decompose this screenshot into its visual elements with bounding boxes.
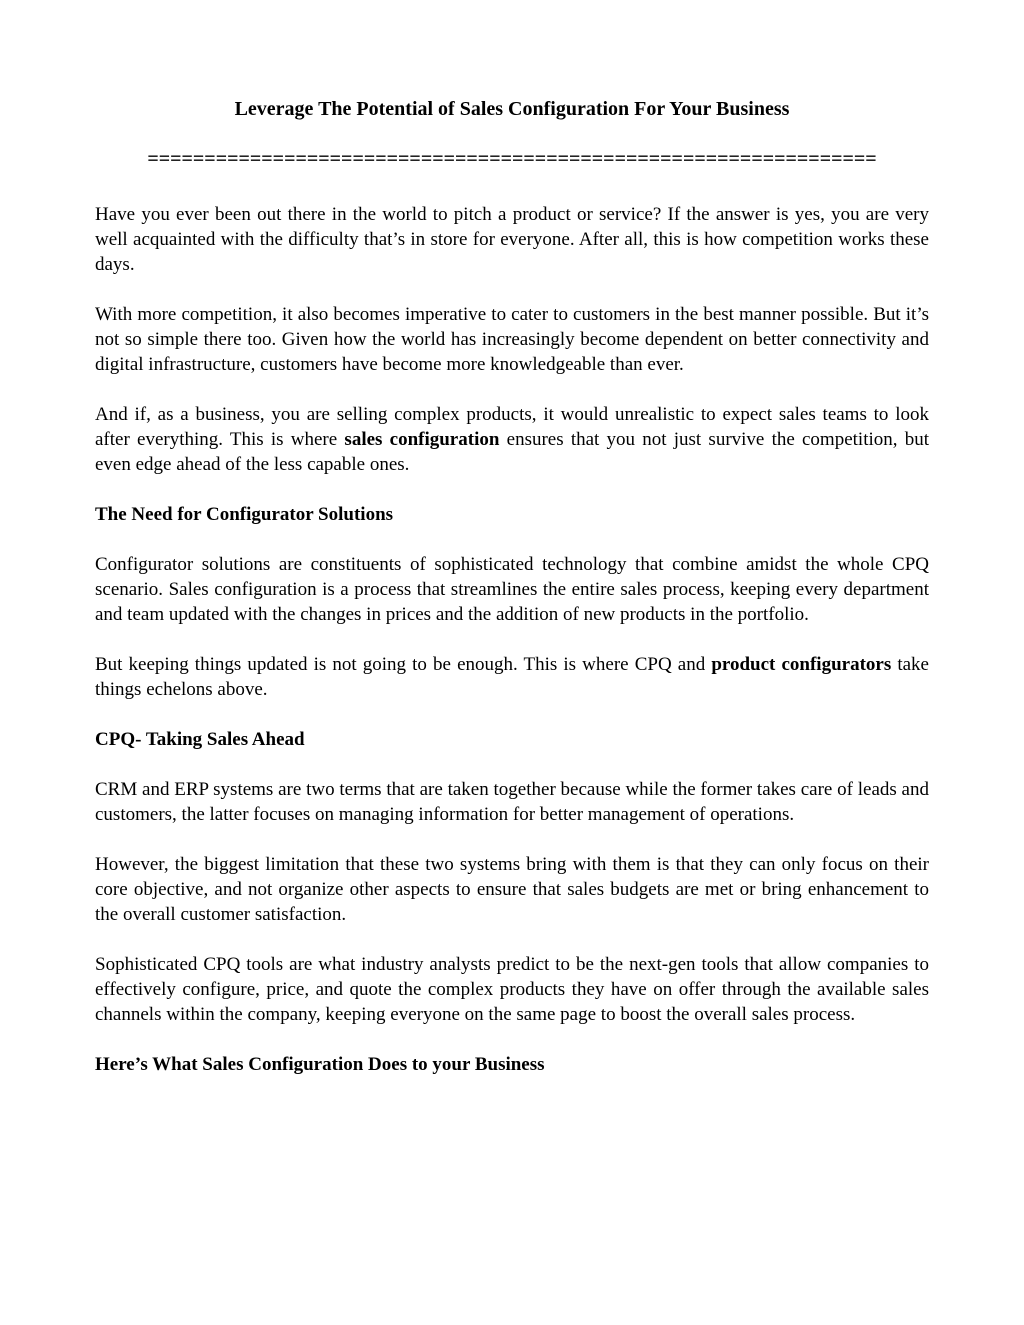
section-heading-what-it-does: Here’s What Sales Configuration Does to your Business: [95, 1054, 545, 1075]
paragraph-competition: With more competition, it also becomes imperative to cater to customers in the best manner possible. But it’s not so simple there too. Given how the world has increasingly become dependent on better connectivity and digital infrastructure, customers have become more knowledgeable than ever.: [95, 304, 929, 375]
paragraph-text: ensures that you not just survive the competition, but even edge ahead of the less capable ones.: [95, 429, 930, 475]
paragraph-intro: Have you ever been out there in the world to pitch a product or service? If the answer is yes, you are very well acquainted with the difficulty that’s in store for everyone. After all, this is how competition works these days.: [95, 204, 929, 275]
paragraph-text: take things echelons above.: [95, 654, 929, 700]
document-title: Leverage The Potential of Sales Configuration For Your Business: [234, 98, 790, 120]
paragraph-limitation: However, the biggest limitation that these two systems bring with them is that they can only focus on their core objective, and not organize other aspects to ensure that sales budgets are met or bring enhancement to the overall customer satisfaction.: [95, 854, 929, 925]
paragraph-cpq-tools: Sophisticated CPQ tools are what industry analysts predict to be the next-gen tools that allow companies to effectively configure, price, and quote the complex products they have on offer through the available sales channels within the company, keeping everyone on the same page to boost the overall sales process.: [95, 954, 929, 1025]
section-heading-cpq: CPQ- Taking Sales Ahead: [95, 729, 305, 750]
title-divider: ================================================================: [147, 148, 877, 170]
bold-term-product-configurators: product configurators: [711, 654, 892, 675]
paragraph-crm-erp: CRM and ERP systems are two terms that are taken together because while the former takes care of leads and customers, the latter focuses on managing information for better management of operations.: [95, 779, 929, 825]
section-heading-configurator-solutions: The Need for Configurator Solutions: [95, 504, 394, 525]
paragraph-text: But keeping things updated is not going to be enough. This is where CPQ and: [95, 654, 712, 675]
document-body: [95, 202, 929, 1102]
paragraph-text: And if, as a business, you are selling complex products, it would unrealistic to expect sales teams to look after everything. This is where: [95, 404, 929, 450]
paragraph-configurator-solutions: Configurator solutions are constituents of sophisticated technology that combine amidst the whole CPQ scenario. Sales configuration is a process that streamlines the entire sales process, keeping every department and team updated with the changes in prices and the addition of new products in the portfolio.: [95, 554, 929, 625]
bold-term-sales-configuration: sales configuration: [344, 429, 500, 450]
paragraph-keeping-updated: [95, 652, 929, 702]
paragraph-complex-products: [95, 402, 929, 477]
